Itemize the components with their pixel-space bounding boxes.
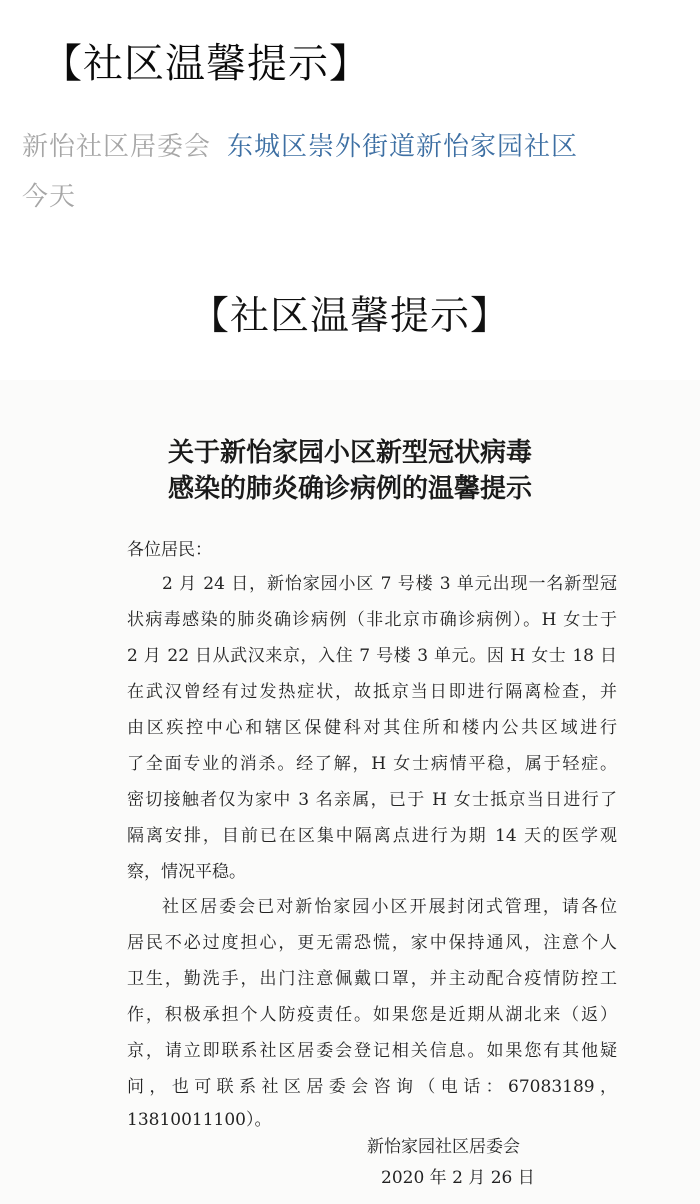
body-line: 居民不必过度担心，更无需恐慌，家中保持通风，注意个人 bbox=[127, 933, 617, 953]
publish-date: 今天 bbox=[22, 182, 77, 212]
article-author: 新怡社区居委会 bbox=[22, 132, 212, 162]
body-line: 察，情况平稳。 bbox=[127, 862, 246, 882]
signature-date: 2020 年 2 月 26 日 bbox=[381, 1168, 535, 1188]
signature-organization: 新怡家园社区居委会 bbox=[367, 1137, 520, 1157]
body-line: 卫生，勤洗手，出门注意佩戴口罩，并主动配合疫情防控工 bbox=[127, 969, 617, 989]
body-line: 在武汉曾经有过发热症状，故抵京当日即进行隔离检查，并 bbox=[127, 682, 617, 702]
body-line: 社区居委会已对新怡家园小区开展封闭式管理，请各位 bbox=[162, 897, 617, 917]
body-line: 2 月 22 日从武汉来京，入住 7 号楼 3 单元。因 H 女士 18 日 bbox=[127, 646, 617, 666]
article-title: 【社区温馨提示】 bbox=[42, 41, 370, 87]
body-line: 作，积极承担个人防疫责任。如果您是近期从湖北来（返） bbox=[127, 1005, 617, 1025]
body-line: 京，请立即联系社区居委会登记相关信息。如果您有其他疑 bbox=[127, 1041, 617, 1061]
article-meta bbox=[22, 122, 682, 222]
document-salutation: 各位居民： bbox=[127, 540, 212, 560]
document-heading-line-1: 关于新怡家园小区新型冠状病毒 bbox=[167, 438, 532, 468]
body-line: 13810011100）。 bbox=[127, 1110, 272, 1130]
body-line: 状病毒感染的肺炎确诊病例（非北京市确诊病例）。H 女士于 bbox=[127, 610, 617, 630]
account-name-link[interactable]: 东城区崇外街道新怡家园社区 bbox=[227, 132, 579, 162]
body-line: 2 月 24 日，新怡家园小区 7 号楼 3 单元出现一名新型冠 bbox=[162, 574, 617, 594]
body-line: 了全面专业的消杀。经了解，H 女士病情平稳，属于轻症。 bbox=[127, 754, 617, 774]
body-line: 密切接触者仅为家中 3 名亲属，已于 H 女士抵京当日进行了 bbox=[127, 790, 617, 810]
body-line: 问，也可联系社区居委会咨询（电话：67083189， bbox=[127, 1077, 617, 1097]
document-banner: 【社区温馨提示】 bbox=[189, 294, 510, 339]
body-line: 由区疾控中心和辖区保健科对其住所和楼内公共区域进行 bbox=[127, 718, 617, 738]
document-heading-line-2: 感染的肺炎确诊病例的温馨提示 bbox=[167, 474, 532, 504]
body-line: 隔离安排，目前已在区集中隔离点进行为期 14 天的医学观 bbox=[127, 826, 617, 846]
